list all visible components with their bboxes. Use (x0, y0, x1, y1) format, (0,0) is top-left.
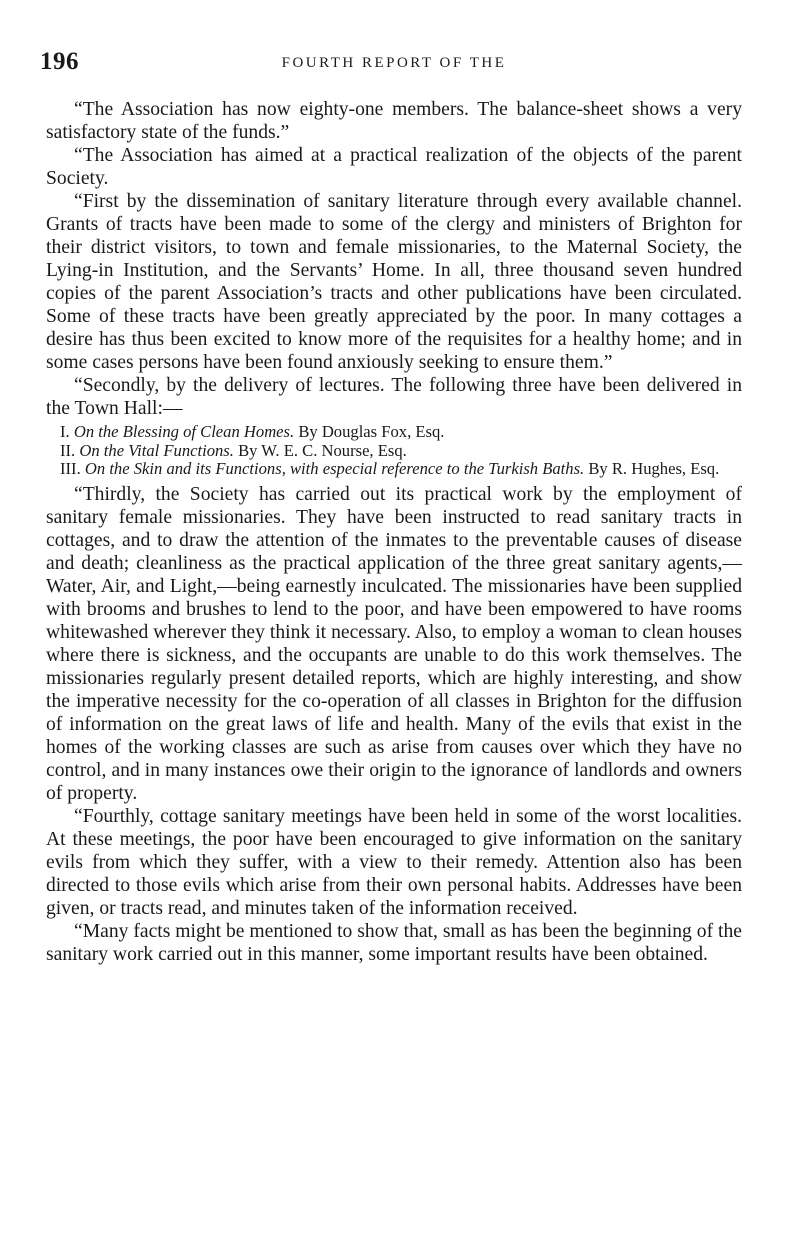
paragraph-first: “First by the dissemination of sanitary literature through every available channel. Grants of tracts have been made to some of the clergy and ministers of Brighton for their district visitors, to town and female missionaries, to the Maternal Society, the Lying-in Institution, and the Servants’ Home. In all, three thousand seven hundred copies of the parent Association’s tracts and other publications have been circulated. Some of these tracts have been greatly appreciated by the poor. In many cottages a desire has thus been excited to know more of the requisites for a healthy home; and in some cases persons have been found anxiously seeking to ensure them.” (46, 191, 742, 373)
lecture-title: On the Skin and its Functions, with especial reference to the Turkish Baths. (84, 459, 585, 478)
body-text (46, 98, 742, 966)
paragraph-fourth: “Fourthly, cottage sanitary meetings have been held in some of the worst localities. At these meetings, the poor have been encouraged to give information on the sanitary evils from which they suffer, with a view to their remedy. Attention also has been directed to those evils which arise from their own personal habits. Addresses have been given, or tracts read, and minutes taken of the information received. (46, 805, 742, 919)
lecture-item: III. On the Skin and its Functions, with especial reference to the Turkish Baths. By R. Hughes, Esq. (60, 459, 720, 478)
paragraph-results: “Many facts might be mentioned to show that, small as has been the beginning of the sanitary work carried out in this manner, some important results have been obtained. (46, 920, 742, 965)
lecture-author: By W. E. C. Nourse, Esq. (238, 440, 407, 460)
running-title: FOURTH REPORT OF THE (281, 55, 507, 71)
lecture-author: By Douglas Fox, Esq. (298, 422, 445, 441)
paragraph-second: “Secondly, by the delivery of lectures. The following three have been delivered in the Town Hall:— (46, 375, 742, 419)
paragraph-aims: “The Association has aimed at a practical realization of the objects of the parent Society. (46, 145, 742, 189)
lecture-item: II. On the Vital Functions. By W. E. C. Nourse, Esq. (60, 440, 407, 460)
lecture-list (46, 423, 742, 479)
lecture-author: By R. Hughes, Esq. (588, 459, 720, 478)
paragraph-members: “The Association has now eighty-one members. The balance-sheet shows a very satisfactory state of the funds.” (46, 99, 742, 143)
lecture-title: On the Vital Functions. (79, 440, 234, 460)
page (40, 48, 742, 966)
lecture-title: On the Blessing of Clean Homes. (73, 422, 295, 441)
lecture-item: I. On the Blessing of Clean Homes. By Douglas Fox, Esq. (60, 422, 445, 441)
page-header (40, 48, 742, 84)
paragraph-third: “Thirdly, the Society has carried out its practical work by the employment of sanitary female missionaries. They have been instructed to read sanitary tracts in cottages, and to draw the attention of the inmates to the preventable causes of disease and death; cleanliness as the practical application of the three great sanitary agents,—Water, Air, and Light,—being earnestly inculcated. The missionaries have been supplied with brooms and brushes to lend to the poor, and have been empowered to have rooms whitewashed wherever they think it necessary. Also, to employ a woman to clean houses where there is sickness, and the occupants are unable to do this work themselves. The missionaries regularly present detailed reports, which are highly interesting, and show the imperative necessity for the co-operation of all classes in Brighton for the diffusion of information on the great laws of life and health. Many of the evils that exist in the homes of the working classes are such as arise from causes over which they have no control, and in many instances owe their origin to the ignorance of landlords and owners of property. (46, 483, 742, 804)
page-number: 196 (40, 48, 79, 75)
